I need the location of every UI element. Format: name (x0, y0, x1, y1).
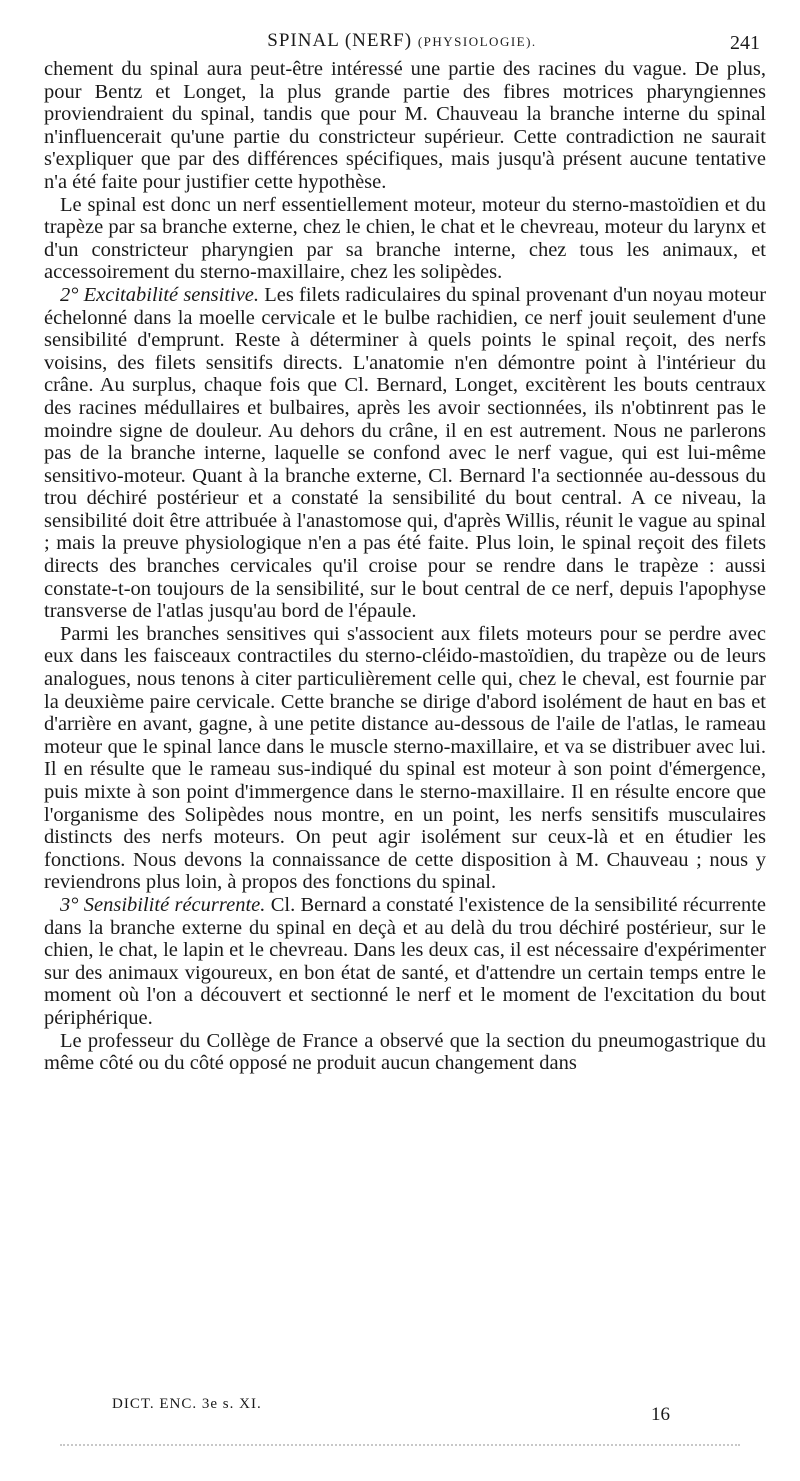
paragraph-text: Les filets radiculaires du spinal provenant d'un noyau moteur échelonné dans la moelle cervicale et le bulbe rachidien, ce nerf jouit seulement d'une sensibilité d'emprunt. Reste à déterminer à quels points le spinal reçoit, des nerfs voisins, des filets sensitifs directs. L'anatomie n'en démontre point à l'intérieur du crâne. Au surplus, chaque fois que Cl. Bernard, Longet, excitèrent les bouts centraux des racines médullaires et bulbaires, après les avoir sectionnées, ils n'obtinrent pas le moindre signe de douleur. Au dehors du crâne, il en est autrement. Nous ne parlerons pas de la branche interne, laquelle se confond avec le nerf vague, qui est lui-même sensitivo-moteur. Quant à la branche externe, Cl. Bernard l'a sectionnée au-dessous du trou déchiré postérieur et a constaté la sensibilité du bout central. A ce niveau, la sensibilité doit être attribuée à l'anastomose qui, d'après Willis, réunit le vague au spinal ; mais la preuve physiologique n'en a pas été faite. Plus loin, le spinal reçoit des filets directs des branches cervicales qu'il croise pour se rendre dans le trapèze : aussi constate-t-on toujours de la sensibilité, sur le bout central de ce nerf, depuis l'apophyse transverse de l'atlas jusqu'au bord de l'épaule. (44, 283, 767, 623)
body-text (44, 58, 766, 1075)
page-footer (112, 1396, 670, 1436)
paragraph-text: chement du spinal aura peut-être intéressé une partie des racines du vague. De plus, pour Bentz et Longet, la plus grande partie des fibres motrices pharyngiennes proviendraient du spinal, tandis que pour M. Chauveau la branche interne du spinal n'influencerait qu'une partie du constricteur supérieur. Cette contradiction ne saurait s'expliquer que par des différences spécifiques, mais jusqu'à présent aucune tentative n'a été faite pour justifier cette hypothèse. (44, 58, 766, 193)
scan-artifact-divider (60, 1444, 740, 1448)
paragraph (44, 894, 766, 1030)
running-title (44, 30, 760, 52)
paragraph (44, 623, 766, 894)
header-title: SPINAL (NERF) (267, 30, 413, 51)
paragraph-text: Le professeur du Collège de France a observé que la section du pneumogastrique du même côté ou du côté opposé ne produit aucun changement dans (44, 1029, 766, 1075)
paragraph (44, 284, 766, 623)
paragraph (44, 1030, 766, 1075)
section-heading: 2° Excitabilité sensitive. (60, 283, 260, 306)
printer-signature: DICT. ENC. 3e s. XI. (112, 1396, 262, 1412)
paragraph-text: Cl. Bernard a constaté l'existence de la sensibilité récurrente dans la branche externe du spinal en deçà et au delà du trou déchiré postérieur, sur le chien, le chat, le lapin et le chevreau. Dans les deux cas, il est nécessaire d'expérimenter sur des animaux vigoureux, en bon état de santé, et d'attendre un certain temps entre le moment où l'on a découvert et sectionné le nerf et le moment de l'excitation du bout périphérique. (44, 893, 766, 1029)
paragraph-text: Parmi les branches sensitives qui s'associent aux filets moteurs pour se perdre avec eux dans les faisceaux contractiles du sterno-cléido-mastoïdien, du trapèze ou de leurs analogues, nous tenons à citer particulièrement celle qui, chez le cheval, est fournie par la deuxième paire cervicale. Cette branche se dirige d'abord isolément de haut en bas et d'arrière en avant, gagne, à une petite distance au-dessous de l'aile de l'atlas, le rameau moteur que le spinal lance dans le muscle sterno-maxillaire, et va se distribuer avec lui. Il en résulte que le rameau sus-indiqué du spinal est moteur à son point d'émergence, puis mixte à son point d'immergence dans le sterno-maxillaire. Il en résulte encore que l'organisme des Solipèdes nous montre, en un point, les nerfs sensitifs musculaires distincts des nerfs moteurs. On peut agir isolément sur ceux-là et en étudier les fonctions. Nous devons la connaissance de cette disposition à M. Chauveau ; nous y reviendrons plus loin, à propos des fonctions du spinal. (44, 622, 766, 894)
running-header (44, 30, 760, 60)
paragraph-text: Le spinal est donc un nerf essentiellement moteur, moteur du sterno-mastoïdien et du trapèze par sa branche externe, chez le chien, le chat et le chevreau, moteur du larynx et d'un constricteur pharyngien par sa branche interne, chez tous les animaux, et accessoirement du sterno-maxillaire, chez les solipèdes. (44, 193, 766, 284)
sheet-number: 16 (651, 1404, 670, 1425)
page-number: 241 (730, 32, 760, 54)
paragraph (44, 58, 766, 194)
header-subtitle: (PHYSIOLOGIE). (417, 34, 537, 49)
section-heading: 3° Sensibilité récurrente. (60, 893, 266, 916)
paragraph (44, 194, 766, 284)
